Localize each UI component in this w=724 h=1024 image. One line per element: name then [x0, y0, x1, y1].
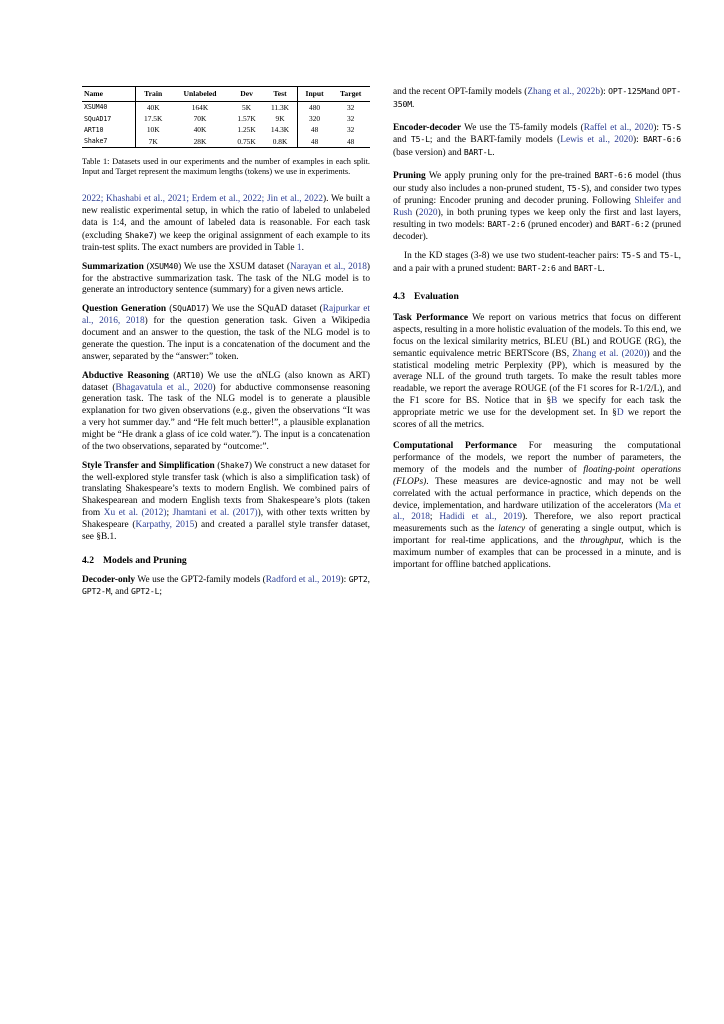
paragraph-abductive-reasoning [82, 370, 370, 454]
paragraph-decoder-only [82, 574, 370, 600]
runin-head-question-generation: Question Generation [82, 304, 167, 315]
model-opt-350m: OPT-350M [393, 86, 682, 109]
cell-dev: 0.75K [237, 136, 256, 146]
citation-zhang-2020[interactable]: Zhang et al. (2020) [572, 348, 647, 359]
citation-narayan[interactable]: Narayan et al., 2018 [290, 261, 367, 272]
cell-train: 40K [146, 103, 160, 113]
section-heading-4-3 [393, 291, 681, 303]
text: We apply pruning only for the pre-trained [425, 171, 595, 182]
text: ), in both pruning types we keep only the first and last layers, resulting in two models: [393, 207, 682, 231]
th-dev: Dev [240, 89, 253, 99]
text: , and a pair with a pruned student: [393, 251, 682, 275]
paragraph-style-transfer [82, 460, 370, 544]
text: ): [653, 122, 663, 133]
text: ( [143, 261, 150, 272]
section-number: 4.3 [393, 290, 405, 302]
cell-train: 17.5K [144, 114, 163, 124]
cell-unlabeled: 70K [193, 114, 207, 124]
text: (pruned decoder). [393, 220, 681, 243]
runin-head-task-performance: Task Performance [393, 313, 469, 324]
table-row [82, 113, 370, 124]
model-t5-s: T5-S [621, 250, 641, 261]
runin-head-pruning: Pruning [393, 171, 426, 182]
th-train: Train [144, 89, 163, 99]
cell-name: Shake7 [82, 136, 136, 148]
text: We report on various metrics that focus on different aspects, resulting in a more holistic evaluation of the models. To this end, we focus on the lexical similarity metrics, BLEU (BL) and ROUGE (RG), the semantic equivalence metric BERTScore (BS, [393, 313, 682, 359]
runin-head-style-transfer: Style Transfer and Simplification [82, 460, 215, 471]
model-opt-125m: OPT-125M [608, 86, 647, 96]
cell-train: 10K [146, 125, 160, 135]
text: , and [110, 587, 131, 598]
cell-dev: 1.57K [237, 114, 256, 124]
model-gpt2-l: GPT2-L [130, 586, 160, 597]
text: of generating a single output, which is important for real-time applications, and the [393, 524, 681, 546]
table-header-row [82, 87, 370, 102]
cell-unlabeled: 164K [191, 103, 209, 113]
model-t5-s: T5-S [662, 121, 682, 132]
model-bart-2-6: BART-2:6 [487, 219, 526, 230]
text: (pruned encoder) and [525, 220, 612, 231]
th-name: Name [82, 87, 136, 102]
cell-target: 48 [346, 136, 355, 146]
dataset-tag-shake7: Shake7 [220, 459, 249, 470]
cell-target: 32 [346, 125, 355, 135]
dataset-tag-art10: ART10 [176, 369, 201, 380]
runin-head-encoder-decoder: Encoder-decoder [393, 122, 462, 133]
datasets-table-wrap [82, 86, 370, 177]
emphasis-latency: latency [498, 524, 526, 535]
text: , [367, 574, 370, 585]
text: For measuring the computational performance of the models, we report the number of parameters, the memory of the models and the number of [393, 441, 681, 476]
text: ) We construct a new dataset for the well-explored style transfer task (which is also a simplification task) of translating Shakespeare’s texts to modern English. We combined pairs of Shakespearean and modern English texts from Shakespeare’s plots (taken from [82, 460, 370, 519]
text: ): [600, 87, 609, 97]
cell-unlabeled: 40K [193, 125, 207, 135]
text: ( [166, 304, 173, 315]
text: We use the GPT2-family models ( [135, 574, 266, 585]
text: ): [633, 135, 644, 146]
paragraph-opt-continued [393, 86, 681, 112]
text: ( [214, 460, 221, 471]
text: ) We use the SQuAD dataset ( [205, 304, 323, 315]
table-caption: Table 1: Datasets used in our experiments and the number of examples in each split. Input and Target represent the maximum lengths (tokens) we use in experiments. [82, 156, 370, 177]
two-column-layout [82, 86, 682, 605]
table-body [82, 102, 370, 148]
model-bart-l: BART-L [573, 263, 603, 274]
model-t5-l: T5-L [659, 250, 679, 261]
text: ; [429, 512, 440, 523]
text: . These measures are device-agnostic and may not be well correlated with the actual performance in practice, which depends on the device, implementation, and hardware utilization of the accelerators ( [393, 476, 681, 511]
paragraph-computational-performance [393, 441, 681, 571]
text: ). We built a new realistic experimental setup, in which the ratio of labeled to unlabeled data is 1:4, and the amount of labeled data is reasonable. For each task (excluding [82, 194, 370, 241]
model-gpt2: GPT2 [348, 573, 368, 584]
section-title: Models and Pruning [103, 554, 187, 566]
text: and [555, 264, 574, 275]
th-test: Test [263, 87, 297, 102]
text: ; [159, 587, 163, 598]
citation-bhagavatula[interactable]: Bhagavatula et al., 2020 [115, 382, 213, 393]
citation-ma[interactable]: Ma et al., 2018 [393, 500, 681, 523]
text: ) We use the XSUM dataset ( [178, 261, 290, 272]
cell-name: ART10 [82, 125, 136, 136]
paragraph-pruning [393, 170, 681, 244]
text: we report the scores of all the metrics. [393, 407, 681, 430]
text: ; [166, 508, 173, 519]
text: ; and the BART-family models ( [429, 135, 561, 146]
text: and the recent OPT-family models ( [393, 87, 528, 97]
text: . [301, 242, 304, 253]
text: ) We use the αNLG (also known as ART) dataset ( [82, 370, 370, 393]
cell-input: 480 [309, 103, 321, 113]
paragraph-continued-refs [82, 194, 370, 254]
text: ), with other texts written by Shakespeare ( [82, 508, 370, 530]
cell-dev: 5K [242, 103, 252, 113]
section-number: 4.2 [82, 554, 94, 566]
left-column [82, 86, 370, 605]
paragraph-task-performance [393, 313, 681, 431]
cell-test: 14.3K [263, 125, 297, 136]
cell-dev: 1.25K [237, 125, 256, 135]
datasets-table [82, 86, 370, 148]
emphasis-flops: floating-point operations (FLOPs) [393, 465, 682, 487]
text: ): [340, 574, 349, 585]
section-heading-4-2 [82, 555, 370, 567]
text: ) for abductive commonsense reasoning generation task. The task of the NLG model is to generate a plausible explanation for two given observations (e.g., given the observations “It was a very hot summer day.” and “He felt much better!”, a plausible explanation might be “He drank a glass of ice cold water.”). The input is a concatenation of the two observations, separated by “outcome:”. [82, 382, 371, 452]
citation-radford[interactable]: Radford et al., 2019 [265, 574, 341, 585]
appendix-ref-d[interactable]: D [616, 407, 624, 418]
paragraph-summarization [82, 261, 370, 297]
th-target: Target [340, 89, 362, 99]
citation-zhang-2022b[interactable]: Zhang et al., 2022b [527, 87, 601, 97]
dataset-tag-squad17: SQuAD17 [172, 303, 206, 314]
table-row [82, 102, 370, 114]
appendix-ref-b[interactable]: B [551, 396, 558, 407]
runin-head-abductive-reasoning: Abductive Reasoning [82, 370, 169, 381]
citation-lewis[interactable]: Lewis et al., 2020 [560, 135, 633, 146]
text: ) for the question generation task. Given a Wikipedia document and an answer to the question, the task of the NLG model is to generate the question. The input is a concatenation of the document and the answer, separated by the “answer:” token. [82, 316, 370, 362]
citation-hadidi[interactable]: Hadidi et al., 2019 [439, 512, 523, 523]
model-t5-l: T5-L [410, 134, 430, 145]
text: . [492, 148, 495, 159]
table-row [82, 125, 370, 136]
text: ). Therefore, we also report practical measurements such as the [393, 512, 681, 535]
emphasis-throughput: throughput [580, 535, 622, 546]
text: ( [412, 207, 419, 218]
citation-rajpurkar[interactable]: Rajpurkar et al., 2016, 2018 [82, 304, 370, 327]
paragraph-encoder-decoder [393, 122, 681, 160]
text: and [640, 251, 660, 262]
model-t5-s: T5-S [567, 182, 587, 193]
citation-shleifer-rush-year[interactable]: 2020 [418, 207, 438, 218]
text: and [393, 135, 411, 146]
text: , which is the maximum number of examples that can be processed in a minute, and is important for offline batched applications. [393, 535, 681, 570]
cell-input: 48 [310, 136, 319, 146]
cell-test: 9K [263, 113, 297, 124]
runin-head-summarization: Summarization [82, 261, 144, 272]
cell-name: SQuAD17 [82, 113, 136, 124]
citation-shleifer-rush[interactable]: Shleifer and Rush [393, 195, 681, 218]
cell-input: 320 [309, 114, 321, 124]
text: model (thus our study also includes a non-pruned student, [393, 171, 681, 194]
text: . [411, 99, 415, 110]
model-bart-2-6: BART-2:6 [517, 263, 556, 274]
text: We use the T5-family models ( [461, 122, 584, 133]
citation-jhamtani[interactable]: Jhamtani et al. (2017) [172, 508, 258, 519]
cell-test: 0.8K [263, 136, 297, 148]
dataset-tag-xsum40: XSUM40 [149, 260, 179, 271]
text: ) for the abstractive summarization task. The task of the NLG model is to generate an introductory sentence (summary) for a given news article. [82, 261, 370, 296]
model-gpt2-m: GPT2-M [82, 586, 111, 597]
citation-karpathy[interactable]: Karpathy, 2015 [135, 519, 195, 530]
right-column [393, 86, 681, 578]
table-reference[interactable]: 1 [296, 242, 302, 253]
text: and [646, 87, 663, 97]
cell-target: 32 [346, 114, 355, 124]
model-bart-6-2: BART-6:2 [611, 219, 650, 230]
cell-target: 32 [346, 103, 355, 113]
cell-name: XSUM40 [82, 102, 136, 114]
cell-input: 48 [310, 125, 319, 135]
text: ) and created a parallel style transfer dataset, see §B.1. [82, 519, 370, 542]
paragraph-kd-stages [393, 250, 681, 276]
model-bart-l: BART-L [463, 147, 493, 158]
text: we specify for each task the appropriate metric we use for the development set. In § [393, 396, 681, 418]
text: (base version) and [393, 148, 464, 159]
model-bart-6-6: BART-6:6 [643, 134, 682, 145]
table-row [82, 136, 370, 148]
cell-test: 11.3K [263, 102, 297, 114]
runin-head-decoder-only: Decoder-only [82, 574, 136, 585]
citation-group[interactable]: 2022; Khashabi et al., 2021; Erdem et al., 2022; Jin et al., 2022 [82, 194, 323, 205]
citation-raffel[interactable]: Raffel et al., 2020 [583, 122, 654, 133]
th-unlabeled: Unlabeled [183, 89, 217, 99]
dataset-tag-shake7: Shake7 [124, 229, 154, 240]
th-input: Input [305, 89, 324, 99]
text: . [602, 264, 605, 275]
section-title: Evaluation [414, 290, 459, 302]
cell-unlabeled: 28K [193, 136, 207, 146]
text: ) we keep the original assignment of each example to its train-test splits. The exact numbers are provided in Table [82, 230, 370, 253]
text: ) and the statistical modeling metric Perplexity (PP), which is measured by the average NLL of the ground truth targets. To make the result tables more readable, we report the average ROUGE (of the F1 scores for R-1/2/L), and the F1 score for BS. Notice that in § [393, 348, 681, 407]
text: ), and consider two types of pruning: Encoder pruning and decoder pruning. Following [393, 183, 681, 206]
model-bart-6-6: BART-6:6 [594, 170, 633, 181]
text: ( [168, 370, 177, 381]
text: In the KD stages (3-8) we use two student-teacher pairs: [404, 251, 622, 262]
table-header [82, 87, 370, 102]
citation-xu[interactable]: Xu et al. (2012) [103, 508, 167, 519]
paragraph-question-generation [82, 303, 370, 363]
runin-head-computational-performance: Computational Performance [393, 441, 517, 452]
cell-train: 7K [148, 136, 158, 146]
